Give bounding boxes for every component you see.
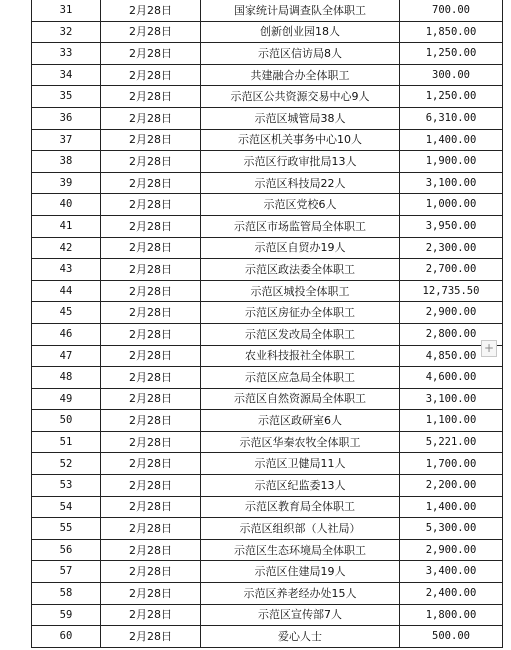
table-row — [32, 453, 503, 475]
amount-cell: 1,700.00 — [400, 453, 503, 475]
amount-cell: 2,200.00 — [400, 475, 503, 497]
table-row — [32, 0, 503, 21]
table-row — [32, 604, 503, 626]
date-cell: 2月28日 — [101, 237, 201, 259]
donor-unit-cell: 创新创业园18人 — [201, 21, 400, 43]
date-cell: 2月28日 — [101, 107, 201, 129]
date-cell: 2月28日 — [101, 604, 201, 626]
date-cell: 2月28日 — [101, 86, 201, 108]
date-cell: 2月28日 — [101, 280, 201, 302]
donor-unit-cell: 示范区纪监委13人 — [201, 475, 400, 497]
row-number-cell: 45 — [32, 302, 101, 324]
amount-cell: 1,400.00 — [400, 496, 503, 518]
row-number-cell: 56 — [32, 539, 101, 561]
date-cell: 2月28日 — [101, 496, 201, 518]
donor-unit-cell: 示范区城管局38人 — [201, 107, 400, 129]
donor-unit-cell: 示范区住建局19人 — [201, 561, 400, 583]
amount-cell: 300.00 — [400, 64, 503, 86]
date-cell: 2月28日 — [101, 129, 201, 151]
donor-unit-cell: 示范区科技局22人 — [201, 172, 400, 194]
date-cell: 2月28日 — [101, 431, 201, 453]
date-cell: 2月28日 — [101, 626, 201, 648]
date-cell: 2月28日 — [101, 64, 201, 86]
row-number-cell: 51 — [32, 431, 101, 453]
table-row — [32, 561, 503, 583]
amount-cell: 1,900.00 — [400, 151, 503, 173]
expand-button[interactable] — [481, 340, 497, 357]
table-row — [32, 107, 503, 129]
amount-cell: 700.00 — [400, 0, 503, 21]
amount-cell: 4,850.00 — [400, 345, 503, 367]
amount-cell: 3,100.00 — [400, 172, 503, 194]
row-number-cell: 54 — [32, 496, 101, 518]
date-cell: 2月28日 — [101, 518, 201, 540]
donor-unit-cell: 示范区生态环境局全体职工 — [201, 539, 400, 561]
table-row — [32, 539, 503, 561]
row-number-cell: 38 — [32, 151, 101, 173]
date-cell: 2月28日 — [101, 388, 201, 410]
amount-cell: 2,800.00 — [400, 323, 503, 345]
row-number-cell: 55 — [32, 518, 101, 540]
date-cell: 2月28日 — [101, 151, 201, 173]
date-cell: 2月28日 — [101, 0, 201, 21]
table-row — [32, 626, 503, 648]
donor-unit-cell: 示范区自然资源局全体职工 — [201, 388, 400, 410]
date-cell: 2月28日 — [101, 323, 201, 345]
donor-unit-cell: 爱心人士 — [201, 626, 400, 648]
donation-table — [31, 0, 503, 648]
date-cell: 2月28日 — [101, 367, 201, 389]
donor-unit-cell: 示范区华秦农牧全体职工 — [201, 431, 400, 453]
amount-cell: 1,250.00 — [400, 86, 503, 108]
amount-cell: 1,850.00 — [400, 21, 503, 43]
table-row — [32, 129, 503, 151]
donor-unit-cell: 示范区机关事务中心10人 — [201, 129, 400, 151]
amount-cell: 1,100.00 — [400, 410, 503, 432]
donor-unit-cell: 示范区房征办全体职工 — [201, 302, 400, 324]
plus-icon: + — [483, 341, 495, 355]
table-row — [32, 345, 503, 367]
donor-unit-cell: 示范区市场监管局全体职工 — [201, 215, 400, 237]
row-number-cell: 40 — [32, 194, 101, 216]
date-cell: 2月28日 — [101, 561, 201, 583]
row-number-cell: 43 — [32, 259, 101, 281]
date-cell: 2月28日 — [101, 583, 201, 605]
donor-unit-cell: 示范区卫健局11人 — [201, 453, 400, 475]
table-row — [32, 215, 503, 237]
donor-unit-cell: 示范区信访局8人 — [201, 43, 400, 65]
donor-unit-cell: 示范区公共资源交易中心9人 — [201, 86, 400, 108]
amount-cell: 4,600.00 — [400, 367, 503, 389]
donor-unit-cell: 示范区政研室6人 — [201, 410, 400, 432]
row-number-cell: 48 — [32, 367, 101, 389]
row-number-cell: 35 — [32, 86, 101, 108]
table-row — [32, 151, 503, 173]
amount-cell: 2,400.00 — [400, 583, 503, 605]
table-row — [32, 86, 503, 108]
date-cell: 2月28日 — [101, 453, 201, 475]
donor-unit-cell: 示范区党校6人 — [201, 194, 400, 216]
row-number-cell: 57 — [32, 561, 101, 583]
row-number-cell: 58 — [32, 583, 101, 605]
amount-cell: 1,800.00 — [400, 604, 503, 626]
table-row — [32, 302, 503, 324]
table-row — [32, 475, 503, 497]
donor-unit-cell: 示范区应急局全体职工 — [201, 367, 400, 389]
row-number-cell: 49 — [32, 388, 101, 410]
donor-unit-cell: 示范区自贸办19人 — [201, 237, 400, 259]
donor-unit-cell: 农业科技报社全体职工 — [201, 345, 400, 367]
amount-cell: 5,300.00 — [400, 518, 503, 540]
date-cell: 2月28日 — [101, 302, 201, 324]
row-number-cell: 53 — [32, 475, 101, 497]
row-number-cell: 34 — [32, 64, 101, 86]
table-row — [32, 583, 503, 605]
table-row — [32, 518, 503, 540]
donor-unit-cell: 示范区城投全体职工 — [201, 280, 400, 302]
amount-cell: 5,221.00 — [400, 431, 503, 453]
date-cell: 2月28日 — [101, 345, 201, 367]
row-number-cell: 42 — [32, 237, 101, 259]
date-cell: 2月28日 — [101, 410, 201, 432]
table-row — [32, 21, 503, 43]
amount-cell: 6,310.00 — [400, 107, 503, 129]
table-row — [32, 410, 503, 432]
donor-unit-cell: 示范区行政审批局13人 — [201, 151, 400, 173]
date-cell: 2月28日 — [101, 43, 201, 65]
row-number-cell: 47 — [32, 345, 101, 367]
row-number-cell: 32 — [32, 21, 101, 43]
donor-unit-cell: 示范区政法委全体职工 — [201, 259, 400, 281]
amount-cell: 3,950.00 — [400, 215, 503, 237]
table-row — [32, 237, 503, 259]
amount-cell: 12,735.50 — [400, 280, 503, 302]
donor-unit-cell: 共建融合办全体职工 — [201, 64, 400, 86]
table-row — [32, 431, 503, 453]
table-body — [32, 0, 503, 647]
row-number-cell: 44 — [32, 280, 101, 302]
donor-unit-cell: 示范区教育局全体职工 — [201, 496, 400, 518]
donor-unit-cell: 示范区发改局全体职工 — [201, 323, 400, 345]
row-number-cell: 36 — [32, 107, 101, 129]
date-cell: 2月28日 — [101, 172, 201, 194]
amount-cell: 2,900.00 — [400, 302, 503, 324]
table-row — [32, 367, 503, 389]
row-number-cell: 37 — [32, 129, 101, 151]
row-number-cell: 50 — [32, 410, 101, 432]
date-cell: 2月28日 — [101, 259, 201, 281]
donor-unit-cell: 示范区组织部（人社局） — [201, 518, 400, 540]
table-row — [32, 259, 503, 281]
amount-cell: 2,900.00 — [400, 539, 503, 561]
donor-unit-cell: 示范区宣传部7人 — [201, 604, 400, 626]
donor-unit-cell: 国家统计局调查队全体职工 — [201, 0, 400, 21]
donor-unit-cell: 示范区养老经办处15人 — [201, 583, 400, 605]
date-cell: 2月28日 — [101, 475, 201, 497]
date-cell: 2月28日 — [101, 194, 201, 216]
row-number-cell: 59 — [32, 604, 101, 626]
amount-cell: 3,400.00 — [400, 561, 503, 583]
row-number-cell: 52 — [32, 453, 101, 475]
table-row — [32, 194, 503, 216]
amount-cell: 500.00 — [400, 626, 503, 648]
table-row — [32, 43, 503, 65]
amount-cell: 3,100.00 — [400, 388, 503, 410]
row-number-cell: 60 — [32, 626, 101, 648]
table-row — [32, 388, 503, 410]
table-row — [32, 64, 503, 86]
amount-cell: 2,700.00 — [400, 259, 503, 281]
amount-cell: 1,250.00 — [400, 43, 503, 65]
row-number-cell: 33 — [32, 43, 101, 65]
row-number-cell: 31 — [32, 0, 101, 21]
table-row — [32, 172, 503, 194]
amount-cell: 1,400.00 — [400, 129, 503, 151]
table-row — [32, 323, 503, 345]
row-number-cell: 39 — [32, 172, 101, 194]
amount-cell: 2,300.00 — [400, 237, 503, 259]
date-cell: 2月28日 — [101, 215, 201, 237]
row-number-cell: 46 — [32, 323, 101, 345]
date-cell: 2月28日 — [101, 539, 201, 561]
amount-cell: 1,000.00 — [400, 194, 503, 216]
row-number-cell: 41 — [32, 215, 101, 237]
table-row — [32, 496, 503, 518]
table-row — [32, 280, 503, 302]
date-cell: 2月28日 — [101, 21, 201, 43]
